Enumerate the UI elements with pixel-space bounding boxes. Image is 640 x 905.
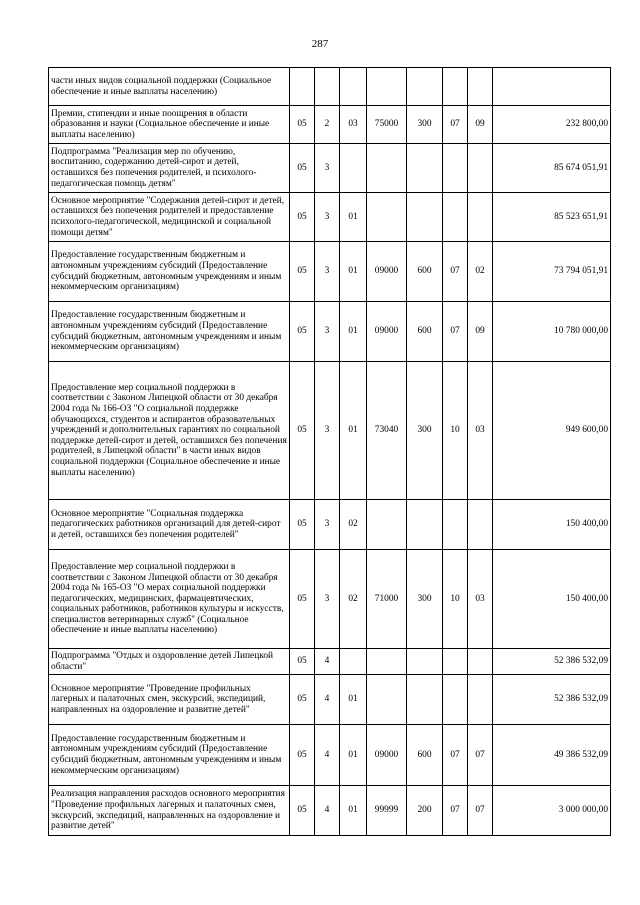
code-cell: 600 xyxy=(407,725,443,786)
code-cell: 4 xyxy=(315,675,340,725)
code-cell: 05 xyxy=(290,193,315,242)
code-cell: 05 xyxy=(290,500,315,550)
code-cell xyxy=(468,193,493,242)
budget-table xyxy=(48,67,611,836)
amount-cell: 150 400,00 xyxy=(493,500,611,550)
row-description: Основное мероприятие "Содержания детей-сирот и детей, оставшихся без попечения родителей и предоставление психолого-педагогической, медицинской и социальной помощи детям" xyxy=(49,193,290,242)
table-row xyxy=(49,144,611,193)
row-description: Предоставление государственным бюджетным и автономным учреждениям субсидий (Предоставление субсидий бюджетным, автономным учреждениям и иным некоммерческим организациям) xyxy=(49,725,290,786)
code-cell: 01 xyxy=(340,302,367,362)
code-cell: 01 xyxy=(340,725,367,786)
row-description: Предоставление мер социальной поддержки в соответствии с Законом Липецкой области от 30 декабря 2004 года № 166-ОЗ "О социальной поддержке обучающихся, студентов и аспирантов образовательных учреждений и дополнительных гарантиях по социальной поддержке детей-сирот и детей, оставшихся без попечения родителей, в Липецкой области" в части иных видов социальной поддержки (Социальное обеспечение и иные выплаты населению) xyxy=(49,362,290,500)
code-cell: 02 xyxy=(468,242,493,302)
amount-cell: 85 523 651,91 xyxy=(493,193,611,242)
code-cell xyxy=(407,68,443,106)
amount-cell: 49 386 532,09 xyxy=(493,725,611,786)
code-cell: 600 xyxy=(407,302,443,362)
row-description: Предоставление государственным бюджетным и автономным учреждениям субсидий (Предоставление субсидий бюджетным, автономным учреждениям и иным некоммерческим организациям) xyxy=(49,302,290,362)
code-cell xyxy=(340,68,367,106)
code-cell: 07 xyxy=(443,786,468,836)
row-description: Премии, стипендии и иные поощрения в области образования и науки (Социальное обеспечение и иные выплаты населению) xyxy=(49,106,290,144)
code-cell xyxy=(468,500,493,550)
code-cell xyxy=(367,68,407,106)
row-description: Основное мероприятие "Социальная поддержка педагогических работников организаций для детей-сирот и детей, оставшихся без попечения родителей" xyxy=(49,500,290,550)
code-cell xyxy=(443,193,468,242)
code-cell: 05 xyxy=(290,725,315,786)
code-cell xyxy=(407,144,443,193)
code-cell: 02 xyxy=(340,550,367,649)
amount-cell: 85 674 051,91 xyxy=(493,144,611,193)
table-row xyxy=(49,675,611,725)
code-cell: 07 xyxy=(443,106,468,144)
table-row xyxy=(49,786,611,836)
code-cell xyxy=(468,649,493,675)
code-cell xyxy=(367,193,407,242)
code-cell: 2 xyxy=(315,106,340,144)
table-row xyxy=(49,649,611,675)
amount-cell: 52 386 532,09 xyxy=(493,675,611,725)
code-cell xyxy=(315,68,340,106)
code-cell: 05 xyxy=(290,675,315,725)
code-cell xyxy=(407,193,443,242)
code-cell: 07 xyxy=(443,302,468,362)
code-cell: 03 xyxy=(468,362,493,500)
table-row xyxy=(49,500,611,550)
code-cell: 75000 xyxy=(367,106,407,144)
code-cell: 05 xyxy=(290,649,315,675)
code-cell: 05 xyxy=(290,242,315,302)
code-cell: 05 xyxy=(290,550,315,649)
table-row xyxy=(49,68,611,106)
code-cell: 3 xyxy=(315,193,340,242)
code-cell: 05 xyxy=(290,144,315,193)
code-cell: 07 xyxy=(443,242,468,302)
table-row xyxy=(49,550,611,649)
code-cell xyxy=(443,675,468,725)
code-cell: 07 xyxy=(468,786,493,836)
code-cell: 01 xyxy=(340,675,367,725)
amount-cell: 150 400,00 xyxy=(493,550,611,649)
code-cell xyxy=(468,675,493,725)
code-cell: 3 xyxy=(315,550,340,649)
code-cell: 01 xyxy=(340,242,367,302)
code-cell: 3 xyxy=(315,302,340,362)
code-cell: 300 xyxy=(407,550,443,649)
code-cell xyxy=(443,500,468,550)
code-cell: 09000 xyxy=(367,302,407,362)
code-cell xyxy=(468,68,493,106)
table-row xyxy=(49,362,611,500)
row-description: Подпрограмма "Отдых и оздоровление детей Липецкой области" xyxy=(49,649,290,675)
code-cell: 07 xyxy=(468,725,493,786)
row-description: Реализация направления расходов основного мероприятия "Проведение профильных лагерных и палаточных смен, экскурсий, экспедиций, направленных на оздоровление и развитие детей" xyxy=(49,786,290,836)
row-description: части иных видов социальной поддержки (Социальное обеспечение и иные выплаты населению) xyxy=(49,68,290,106)
code-cell: 4 xyxy=(315,649,340,675)
code-cell: 01 xyxy=(340,362,367,500)
amount-cell: 3 000 000,00 xyxy=(493,786,611,836)
code-cell xyxy=(443,649,468,675)
code-cell xyxy=(340,649,367,675)
code-cell: 600 xyxy=(407,242,443,302)
code-cell: 99999 xyxy=(367,786,407,836)
row-description: Основное мероприятие "Проведение профильных лагерных и палаточных смен, экскурсий, экспедиций, направленных на оздоровление и развитие детей" xyxy=(49,675,290,725)
amount-cell xyxy=(493,68,611,106)
code-cell: 10 xyxy=(443,550,468,649)
code-cell: 4 xyxy=(315,725,340,786)
amount-cell: 52 386 532,09 xyxy=(493,649,611,675)
code-cell: 300 xyxy=(407,106,443,144)
code-cell xyxy=(443,68,468,106)
table-row xyxy=(49,725,611,786)
code-cell: 05 xyxy=(290,302,315,362)
code-cell: 07 xyxy=(443,725,468,786)
code-cell: 03 xyxy=(340,106,367,144)
row-description: Предоставление мер социальной поддержки в соответствии с Законом Липецкой области от 30 декабря 2004 года № 165-ОЗ "О мерах социальной поддержки педагогических, медицинских, фармацевтических, социальных работников, работников культуры и искусств, специалистов ветеринарных служб" (Социальное обеспечение и иные выплаты населению) xyxy=(49,550,290,649)
code-cell: 71000 xyxy=(367,550,407,649)
code-cell xyxy=(367,675,407,725)
code-cell xyxy=(468,144,493,193)
code-cell xyxy=(367,500,407,550)
table-row xyxy=(49,242,611,302)
code-cell: 02 xyxy=(340,500,367,550)
code-cell: 3 xyxy=(315,362,340,500)
code-cell xyxy=(340,144,367,193)
code-cell: 09 xyxy=(468,302,493,362)
amount-cell: 73 794 051,91 xyxy=(493,242,611,302)
code-cell xyxy=(407,500,443,550)
page-number: 287 xyxy=(311,38,329,50)
code-cell xyxy=(367,144,407,193)
table-row xyxy=(49,106,611,144)
amount-cell: 949 600,00 xyxy=(493,362,611,500)
amount-cell: 10 780 000,00 xyxy=(493,302,611,362)
code-cell: 200 xyxy=(407,786,443,836)
code-cell: 300 xyxy=(407,362,443,500)
code-cell: 05 xyxy=(290,362,315,500)
code-cell: 09 xyxy=(468,106,493,144)
row-description: Подпрограмма "Реализация мер по обучению, воспитанию, содержанию детей-сирот и детей, оставшихся без попечения родителей, и психолого-педагогическая помощь детям" xyxy=(49,144,290,193)
row-description: Предоставление государственным бюджетным и автономным учреждениям субсидий (Предоставление субсидий бюджетным, автономным учреждениям и иным некоммерческим организациям) xyxy=(49,242,290,302)
code-cell: 01 xyxy=(340,786,367,836)
code-cell: 73040 xyxy=(367,362,407,500)
table-row xyxy=(49,193,611,242)
code-cell xyxy=(407,675,443,725)
code-cell: 3 xyxy=(315,144,340,193)
code-cell: 05 xyxy=(290,106,315,144)
code-cell: 4 xyxy=(315,786,340,836)
code-cell: 3 xyxy=(315,242,340,302)
table-row xyxy=(49,302,611,362)
code-cell: 3 xyxy=(315,500,340,550)
code-cell: 05 xyxy=(290,786,315,836)
code-cell: 09000 xyxy=(367,725,407,786)
code-cell xyxy=(367,649,407,675)
code-cell: 10 xyxy=(443,362,468,500)
amount-cell: 232 800,00 xyxy=(493,106,611,144)
code-cell xyxy=(443,144,468,193)
code-cell xyxy=(407,649,443,675)
code-cell: 09000 xyxy=(367,242,407,302)
code-cell: 01 xyxy=(340,193,367,242)
code-cell xyxy=(290,68,315,106)
code-cell: 03 xyxy=(468,550,493,649)
